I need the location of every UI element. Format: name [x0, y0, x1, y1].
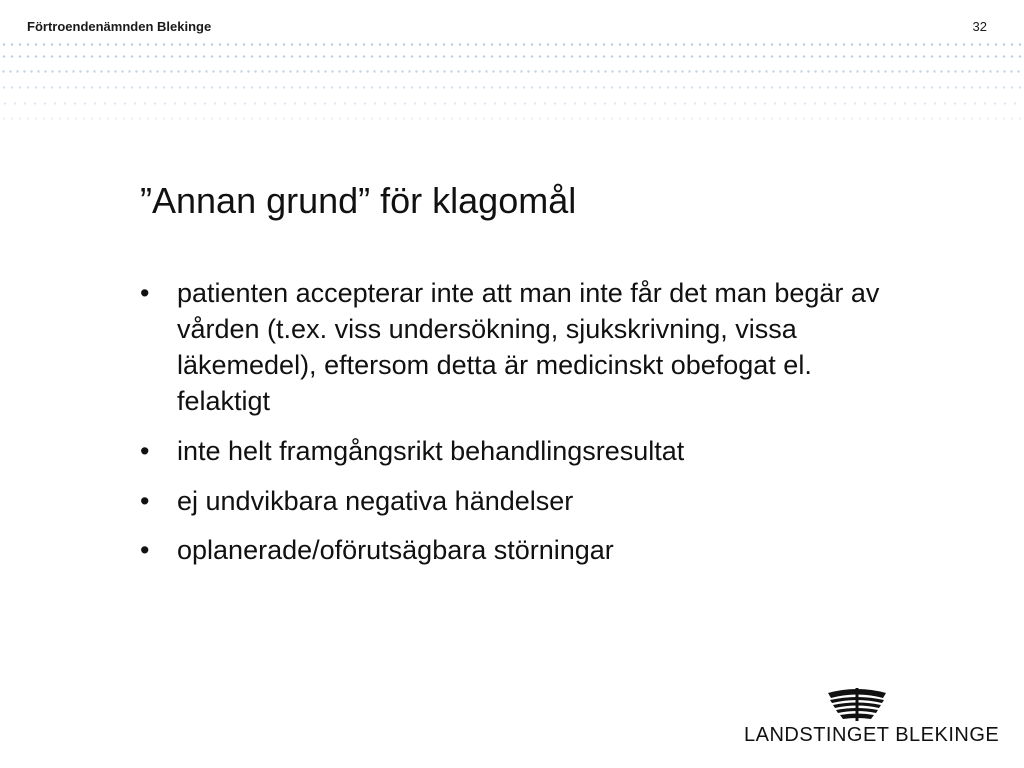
bullet-icon: •: [140, 435, 150, 466]
bullet-text: oplanerade/oförutsägbara störningar: [177, 535, 614, 566]
organization-name: Förtroendenämnden Blekinge: [27, 19, 212, 34]
bullet-item: [140, 533, 900, 569]
bullet-list: [140, 276, 900, 583]
page-number: 32: [972, 19, 987, 34]
bullet-item: [140, 484, 900, 520]
decorative-dot-band: [0, 55, 1024, 58]
bullet-text: ej undvikbara negativa händelser: [177, 485, 574, 516]
decorative-dot-band: [0, 117, 1024, 120]
bullet-item: [140, 434, 900, 470]
decorative-dot-band: [0, 102, 1024, 105]
bullet-icon: •: [140, 278, 150, 308]
decorative-dot-band: [0, 43, 1024, 46]
decorative-dot-band: [0, 86, 1024, 89]
decorative-dot-band: [0, 70, 1024, 73]
bullet-text: inte helt framgångsrikt behandlingsresultat: [177, 435, 685, 466]
bullet-text: patienten accepterar inte att man inte får det man begär av vården (t.ex. viss undersökning, sjukskrivning, vissa läkemedel), eftersom detta är medicinskt obefogat el. felaktigt: [177, 278, 880, 416]
slide-title: ”Annan grund” för klagomål: [140, 180, 577, 221]
bullet-icon: •: [140, 535, 150, 566]
ship-emblem-icon: [826, 688, 888, 722]
bullet-item: [140, 276, 900, 420]
bullet-icon: •: [140, 485, 150, 516]
organization-logo: [744, 688, 1000, 748]
logo-text: LANDSTINGET BLEKINGE: [744, 724, 1000, 746]
